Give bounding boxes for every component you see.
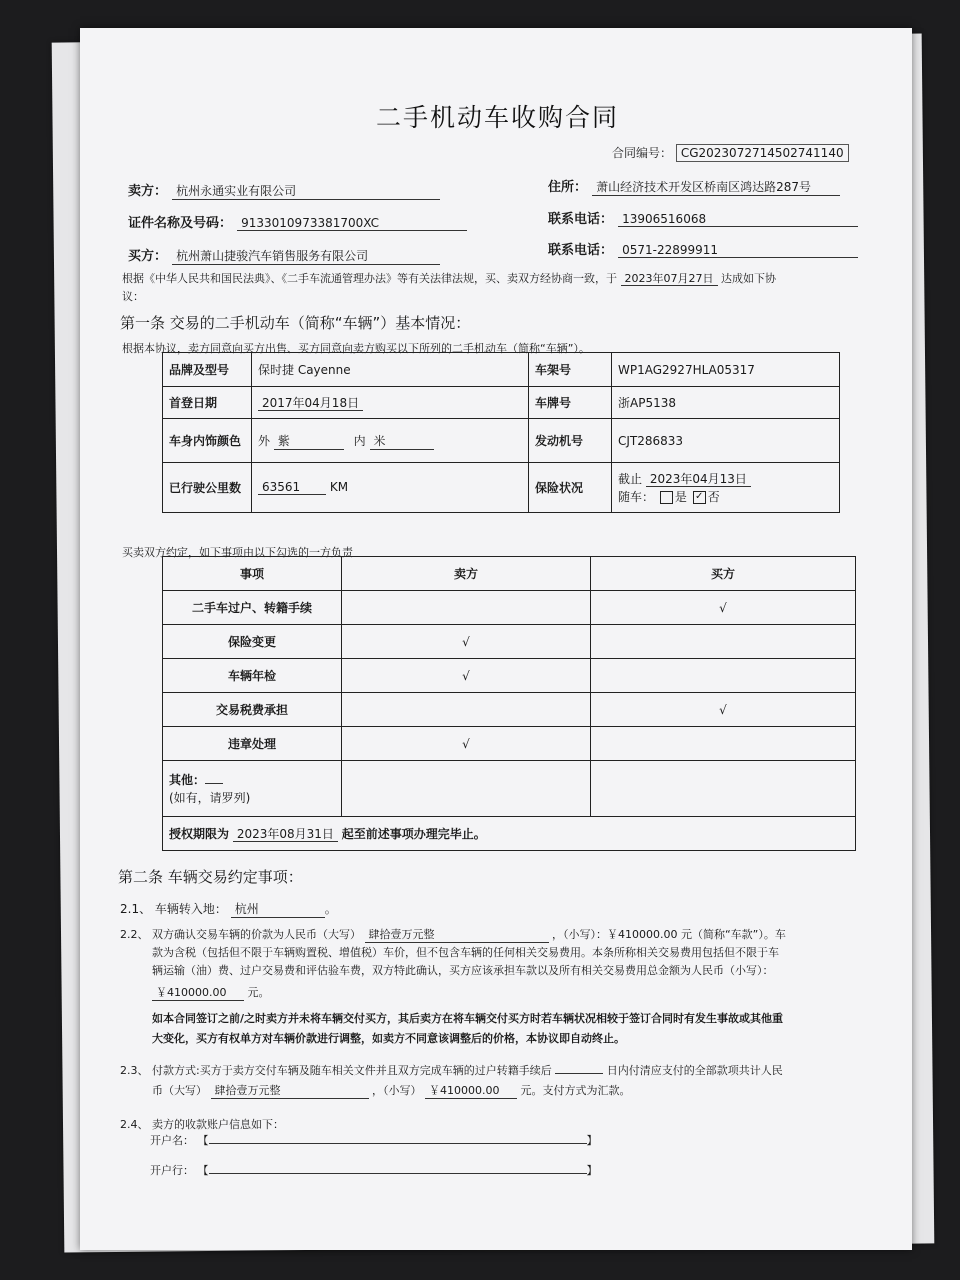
mileage-value: 63561 bbox=[258, 480, 326, 495]
authorization-cell: 授权期限为 2023年08月31日 起至前述事项办理完毕止。 bbox=[163, 817, 856, 851]
seller-check bbox=[342, 591, 591, 625]
reg-date-value: 2017年04月18日 bbox=[258, 396, 363, 411]
table-row: 违章处理 √ bbox=[163, 727, 856, 761]
responsibility-intro: 买卖双方约定，如下事项由以下勾选的一方负责 bbox=[122, 546, 353, 559]
other-buyer bbox=[591, 761, 856, 817]
clause-2-2-line1: 2.2、 双方确认交易车辆的价款为人民币（大写） 肆拾壹万元整 ，（小写）：￥410000.00 元（简称“车款”）。车 bbox=[120, 928, 786, 941]
buyer-row: 买方： 杭州萧山捷骏汽车销售服务有限公司 bbox=[128, 245, 440, 265]
table-row: 保险变更 √ bbox=[163, 625, 856, 659]
payment-days bbox=[555, 1073, 603, 1074]
exterior-color: 紫 bbox=[274, 432, 344, 450]
adjustment-note-line2: 大变化，买方有权单方对车辆价款进行调整，如卖方不同意该调整后的价格，本协议即自动终止。 bbox=[152, 1032, 625, 1045]
buyer-check bbox=[591, 727, 856, 761]
plate-label: 车牌号 bbox=[529, 387, 612, 419]
header-seller: 卖方 bbox=[342, 557, 591, 591]
buyer-check bbox=[591, 659, 856, 693]
seller-phone: 13906516068 bbox=[618, 212, 858, 227]
vehicle-info-table bbox=[162, 352, 840, 513]
adjustment-note-line1: 如本合同签订之前/之时卖方并未将车辆交付买方，其后卖方在将车辆交付买方时若车辆状况相较于签订合同时有发生事故或其他重 bbox=[152, 1012, 784, 1025]
intro-line-1: 根据《中华人民共和国民法典》、《二手车流通管理办法》等有关法律法规，买、卖双方经协商一致，于 2023年07月27日 达成如下协 bbox=[122, 272, 776, 285]
mileage-label: 已行驶公里数 bbox=[163, 463, 252, 513]
id-doc-row: 证件名称及号码： 9133010973381700XC bbox=[128, 212, 467, 231]
address-row: 住所： 萧山经济技术开发区桥南区鸿达路287号 bbox=[548, 176, 840, 196]
table-row: 车辆年检 √ bbox=[163, 659, 856, 693]
clause-2-3-line1: 2.3、 付款方式:买方于卖方交付车辆及随车相关文件并且双方完成车辆的过户转籍手续后 日内付清应支付的全部款项共计人民 bbox=[120, 1064, 783, 1077]
vin-value: WP1AG2927HLA05317 bbox=[612, 353, 840, 387]
contract-no: 合同编号： CG2023072714502741140 bbox=[612, 144, 849, 161]
payment-upper: 肆拾壹万元整 bbox=[211, 1082, 369, 1099]
account-name-row: 开户名： 【 】 bbox=[150, 1134, 598, 1147]
seller-check: √ bbox=[342, 659, 591, 693]
contract-page bbox=[80, 28, 912, 1250]
seller-row: 卖方： 杭州永通实业有限公司 bbox=[128, 180, 440, 200]
seller-check: √ bbox=[342, 727, 591, 761]
table-row: 交易税费承担 √ bbox=[163, 693, 856, 727]
price-upper: 肆拾壹万元整 bbox=[365, 926, 549, 943]
agreement-date: 2023年07月27日 bbox=[621, 272, 718, 286]
transfer-destination: 杭州 bbox=[231, 900, 325, 918]
buyer-check: √ bbox=[591, 591, 856, 625]
seller-name: 杭州永通实业有限公司 bbox=[172, 182, 440, 200]
other-seller bbox=[342, 761, 591, 817]
color-label: 车身内饰颜色 bbox=[163, 419, 252, 463]
table-row: 二手车过户、转籍手续 √ bbox=[163, 591, 856, 625]
clause-2-1: 2.1、 车辆转入地： 杭州 。 bbox=[120, 902, 337, 916]
clause-2-3-line2: 币（大写） 肆拾壹万元整 ，（小写） ￥410000.00 元。支付方式为汇款。 bbox=[152, 1084, 631, 1097]
buyer-name: 杭州萧山捷骏汽车销售服务有限公司 bbox=[172, 247, 440, 265]
insurance-label: 保险状况 bbox=[529, 463, 612, 513]
seller-check: √ bbox=[342, 625, 591, 659]
engine-value: CJT286833 bbox=[612, 419, 840, 463]
header-item: 事项 bbox=[163, 557, 342, 591]
interior-color: 米 bbox=[370, 432, 434, 450]
intro-line-2: 议： bbox=[122, 290, 144, 303]
brand-label: 品牌及型号 bbox=[163, 353, 252, 387]
account-name-field bbox=[209, 1143, 587, 1144]
other-cell: 其他： (如有，请罗列) bbox=[163, 761, 342, 817]
account-bank-field bbox=[209, 1173, 587, 1174]
color-cell: 外 紫 内 米 bbox=[252, 419, 529, 463]
brand-value: 保时捷 Cayenne bbox=[252, 353, 529, 387]
payment-amount: ￥410000.00 bbox=[425, 1082, 517, 1099]
clause-2-2-line3: 辆运输（油）费、过户交易费和评估验车费，双方特此确认，买方应该承担车款以及所有相关交易费用总金额为人民币（小写）： bbox=[152, 964, 774, 977]
insurance-yes-checkbox[interactable] bbox=[660, 491, 673, 504]
header-buyer: 买方 bbox=[591, 557, 856, 591]
contract-no-value: CG2023072714502741140 bbox=[676, 144, 849, 162]
article1-title: 第一条 交易的二手机动车（简称“车辆”）基本情况： bbox=[120, 314, 471, 332]
seller-address: 萧山经济技术开发区桥南区鸿达路287号 bbox=[592, 178, 840, 196]
reg-date-label: 首登日期 bbox=[163, 387, 252, 419]
plate-value: 浙AP5138 bbox=[612, 387, 840, 419]
insurance-no-checkbox[interactable]: ✓ bbox=[693, 491, 706, 504]
article1-desc: 根据本协议，卖方同意向买方出售、买方同意向卖方购买以下所列的二手机动车（简称“车辆”）。 bbox=[122, 342, 590, 355]
id-doc-value: 9133010973381700XC bbox=[237, 216, 467, 231]
seller-check bbox=[342, 693, 591, 727]
insurance-until: 2023年04月13日 bbox=[646, 472, 751, 487]
clause-2-2-line4: ￥410000.00 元。 bbox=[152, 984, 270, 1001]
insurance-cell: 截止 2023年04月13日 随车： 是 ✓ 否 bbox=[612, 463, 840, 513]
buyer-check bbox=[591, 625, 856, 659]
clause-2-4: 2.4、 卖方的收款账户信息如下： bbox=[120, 1118, 284, 1131]
buyer-phone: 0571-22899911 bbox=[618, 243, 858, 258]
engine-label: 发动机号 bbox=[529, 419, 612, 463]
seller-phone-row: 联系电话： 13906516068 bbox=[548, 208, 858, 227]
authorization-date: 2023年08月31日 bbox=[233, 827, 338, 842]
mileage-cell: 63561 KM bbox=[252, 463, 529, 513]
buyer-phone-row: 联系电话： 0571-22899911 bbox=[548, 239, 858, 258]
page-title: 二手机动车收购合同 bbox=[376, 103, 620, 132]
article2-title: 第二条 车辆交易约定事项： bbox=[118, 868, 303, 886]
reg-date-cell bbox=[252, 387, 529, 419]
clause-2-2-line2: 款为含税（包括但不限于车辆购置税、增值税）车价，但不包含车辆的任何相关交易费用。本条所称相关交易费用包括但不限于车 bbox=[152, 946, 779, 959]
vin-label: 车架号 bbox=[529, 353, 612, 387]
total-amount: ￥410000.00 bbox=[152, 984, 244, 1001]
responsibility-table bbox=[162, 556, 856, 851]
buyer-check: √ bbox=[591, 693, 856, 727]
account-bank-row: 开户行： 【 】 bbox=[150, 1164, 598, 1177]
